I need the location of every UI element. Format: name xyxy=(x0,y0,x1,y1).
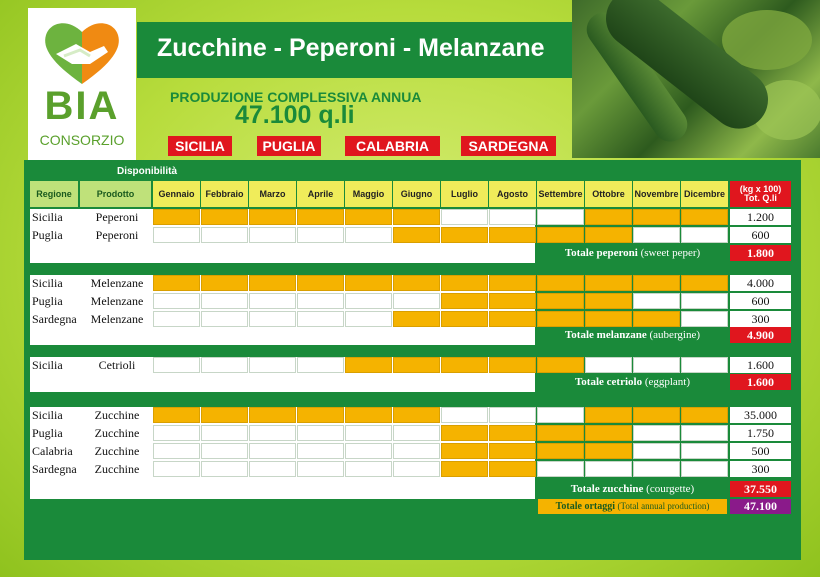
month-cell xyxy=(681,357,728,373)
month-cell xyxy=(201,443,248,459)
row-product: Melenzane xyxy=(90,312,144,326)
month-cell xyxy=(441,209,488,225)
month-cell xyxy=(249,293,296,309)
month-cell xyxy=(153,293,200,309)
month-cell xyxy=(393,425,440,441)
month-cell xyxy=(441,227,488,243)
month-cell xyxy=(489,443,536,459)
month-cell xyxy=(537,425,584,441)
month-cell xyxy=(393,461,440,477)
month-cell xyxy=(297,425,344,441)
row-value: 600 xyxy=(730,293,791,309)
month-cell xyxy=(201,209,248,225)
month-cell xyxy=(297,293,344,309)
month-cell xyxy=(201,227,248,243)
page-title: Zucchine - Peperoni - Melanzane xyxy=(157,34,545,62)
month-cell xyxy=(345,461,392,477)
month-cell xyxy=(153,275,200,291)
month-cell xyxy=(537,443,584,459)
month-cell xyxy=(489,293,536,309)
month-cell xyxy=(153,357,200,373)
header-month: Maggio xyxy=(345,181,392,207)
month-cell xyxy=(249,357,296,373)
row-region: Sicilia xyxy=(32,210,63,224)
row-value: 300 xyxy=(730,311,791,327)
month-cell xyxy=(585,293,632,309)
month-cell xyxy=(489,425,536,441)
row-value: 35.000 xyxy=(730,407,791,423)
month-cell xyxy=(201,311,248,327)
month-cell xyxy=(249,275,296,291)
month-cell xyxy=(489,275,536,291)
grand-total-label: Totale ortaggi (Total annual production) xyxy=(538,499,727,514)
month-cell xyxy=(297,227,344,243)
header-month: Febbraio xyxy=(201,181,248,207)
header-month: Giugno xyxy=(393,181,440,207)
month-cell xyxy=(345,275,392,291)
month-cell xyxy=(249,227,296,243)
month-cell xyxy=(393,407,440,423)
group-total-english: (eggplant) xyxy=(644,376,691,388)
month-cell xyxy=(393,275,440,291)
month-cell xyxy=(297,443,344,459)
group-total-english: (courgette) xyxy=(646,483,695,495)
month-cell xyxy=(633,425,680,441)
title-bar xyxy=(137,22,572,78)
month-cell xyxy=(633,357,680,373)
month-cell xyxy=(537,357,584,373)
row-value: 600 xyxy=(730,227,791,243)
month-cell xyxy=(345,227,392,243)
month-cell xyxy=(441,293,488,309)
month-cell xyxy=(633,293,680,309)
row-product: Zucchine xyxy=(94,408,140,422)
month-cell xyxy=(201,425,248,441)
row-region: Sardegna xyxy=(32,462,77,476)
row-product: Peperoni xyxy=(95,228,139,242)
row-product: Zucchine xyxy=(94,462,140,476)
header-quantity xyxy=(730,181,791,207)
header-month: Agosto xyxy=(489,181,536,207)
region-button-puglia: PUGLIA xyxy=(257,136,321,156)
month-cell xyxy=(345,311,392,327)
row-value: 1.600 xyxy=(730,357,791,373)
row-region: Sicilia xyxy=(32,276,63,290)
month-cell xyxy=(633,443,680,459)
grand-total-value: 47.100 xyxy=(730,499,791,514)
month-cell xyxy=(393,443,440,459)
month-cell xyxy=(441,275,488,291)
header-month: Novembre xyxy=(633,181,680,207)
group-total-label xyxy=(538,245,727,261)
region-button-sardegna: SARDEGNA xyxy=(461,136,556,156)
month-cell xyxy=(249,209,296,225)
row-value: 4.000 xyxy=(730,275,791,291)
month-cell xyxy=(441,407,488,423)
month-cell xyxy=(441,461,488,477)
month-cell xyxy=(537,311,584,327)
month-cell xyxy=(537,227,584,243)
month-cell xyxy=(537,407,584,423)
month-cell xyxy=(489,407,536,423)
month-cell xyxy=(153,209,200,225)
month-cell xyxy=(297,461,344,477)
month-cell xyxy=(393,227,440,243)
month-cell xyxy=(345,407,392,423)
row-region: Puglia xyxy=(32,294,63,308)
month-cell xyxy=(537,293,584,309)
month-cell xyxy=(489,227,536,243)
handshake-heart-icon xyxy=(42,18,122,88)
month-cell xyxy=(441,443,488,459)
month-cell xyxy=(249,311,296,327)
group-total-name: Totale melanzane xyxy=(564,329,647,341)
production-label: PRODUZIONE COMPLESSIVA ANNUA xyxy=(170,89,422,105)
month-cell xyxy=(297,209,344,225)
month-cell xyxy=(153,407,200,423)
month-cell xyxy=(297,407,344,423)
month-cell xyxy=(681,209,728,225)
month-cell xyxy=(249,461,296,477)
month-cell xyxy=(297,311,344,327)
month-cell xyxy=(201,461,248,477)
header-product: Prodotto xyxy=(80,181,151,207)
row-product: Cetrioli xyxy=(98,358,136,372)
group-total-label xyxy=(538,374,727,390)
month-cell xyxy=(393,209,440,225)
month-cell xyxy=(633,275,680,291)
row-region: Sicilia xyxy=(32,408,63,422)
month-cell xyxy=(585,407,632,423)
month-cell xyxy=(585,311,632,327)
month-cell xyxy=(585,461,632,477)
month-cell xyxy=(201,357,248,373)
month-cell xyxy=(249,407,296,423)
zucchini-photo xyxy=(572,0,820,158)
month-cell xyxy=(633,209,680,225)
header-month: Settembre xyxy=(537,181,584,207)
month-cell xyxy=(297,275,344,291)
month-cell xyxy=(345,209,392,225)
group-total-value: 37.550 xyxy=(730,481,791,497)
row-region: Puglia xyxy=(32,426,63,440)
month-cell xyxy=(585,425,632,441)
month-cell xyxy=(345,357,392,373)
row-product: Zucchine xyxy=(94,426,140,440)
month-cell xyxy=(681,461,728,477)
row-region: Sicilia xyxy=(32,358,63,372)
month-cell xyxy=(489,461,536,477)
month-cell xyxy=(441,357,488,373)
header-region: Regione xyxy=(30,181,78,207)
region-button-calabria: CALABRIA xyxy=(345,136,440,156)
month-cell xyxy=(153,443,200,459)
group-total-value: 1.800 xyxy=(730,245,791,261)
month-cell xyxy=(681,227,728,243)
row-region: Puglia xyxy=(32,228,63,242)
header-month: Marzo xyxy=(249,181,296,207)
month-cell xyxy=(585,227,632,243)
group-total-name: Totale peperoni xyxy=(564,247,638,259)
month-cell xyxy=(681,443,728,459)
logo-name: BIA xyxy=(44,84,120,128)
month-cell xyxy=(153,311,200,327)
header-month: Gennaio xyxy=(153,181,200,207)
month-cell xyxy=(681,293,728,309)
row-region: Sardegna xyxy=(32,312,77,326)
group-total-name: Totale zucchine xyxy=(570,483,644,495)
month-cell xyxy=(681,275,728,291)
month-cell xyxy=(345,425,392,441)
month-cell xyxy=(489,311,536,327)
header-month: Luglio xyxy=(441,181,488,207)
month-cell xyxy=(393,311,440,327)
row-value: 500 xyxy=(730,443,791,459)
month-cell xyxy=(537,209,584,225)
group-total-english: (sweet peper) xyxy=(640,247,701,259)
header-month: Dicembre xyxy=(681,181,728,207)
group-total-value: 1.600 xyxy=(730,374,791,390)
logo-subtitle: CONSORZIO xyxy=(39,132,125,148)
month-cell xyxy=(585,209,632,225)
group-total-label xyxy=(538,481,727,497)
month-cell xyxy=(441,425,488,441)
month-cell xyxy=(345,443,392,459)
month-cell xyxy=(249,425,296,441)
month-cell xyxy=(633,407,680,423)
header-month: Ottobre xyxy=(585,181,632,207)
month-cell xyxy=(681,425,728,441)
header-month: Aprile xyxy=(297,181,344,207)
month-cell xyxy=(633,311,680,327)
production-value: 47.100 q.li xyxy=(235,101,355,129)
month-cell xyxy=(393,293,440,309)
group-total-label xyxy=(538,327,727,343)
month-cell xyxy=(489,209,536,225)
month-cell xyxy=(297,357,344,373)
month-cell xyxy=(393,357,440,373)
header-quantity-unit: (kg x 100) xyxy=(739,184,782,194)
month-cell xyxy=(633,461,680,477)
month-cell xyxy=(585,275,632,291)
row-value: 1.200 xyxy=(730,209,791,225)
month-cell xyxy=(489,357,536,373)
month-cell xyxy=(633,227,680,243)
header-quantity-total: Tot. Q.li xyxy=(744,193,777,203)
group-total-name: Totale cetriolo xyxy=(574,376,643,388)
logo xyxy=(28,8,136,160)
row-product: Zucchine xyxy=(94,444,140,458)
month-cell xyxy=(441,311,488,327)
month-cell xyxy=(153,227,200,243)
month-cell xyxy=(681,311,728,327)
row-value: 1.750 xyxy=(730,425,791,441)
month-cell xyxy=(153,425,200,441)
month-cell xyxy=(201,407,248,423)
month-cell xyxy=(537,275,584,291)
month-cell xyxy=(681,407,728,423)
month-cell xyxy=(585,443,632,459)
group-total-english: (aubergine) xyxy=(649,329,701,341)
row-product: Peperoni xyxy=(95,210,139,224)
row-product: Melenzane xyxy=(90,276,144,290)
availability-label: Disponibilità xyxy=(117,166,177,177)
row-product: Melenzane xyxy=(90,294,144,308)
month-cell xyxy=(201,275,248,291)
row-region: Calabria xyxy=(32,444,73,458)
region-button-sicilia: SICILIA xyxy=(168,136,232,156)
month-cell xyxy=(201,293,248,309)
month-cell xyxy=(153,461,200,477)
month-cell xyxy=(585,357,632,373)
month-cell xyxy=(345,293,392,309)
month-cell xyxy=(249,443,296,459)
group-total-value: 4.900 xyxy=(730,327,791,343)
month-cell xyxy=(537,461,584,477)
row-value: 300 xyxy=(730,461,791,477)
